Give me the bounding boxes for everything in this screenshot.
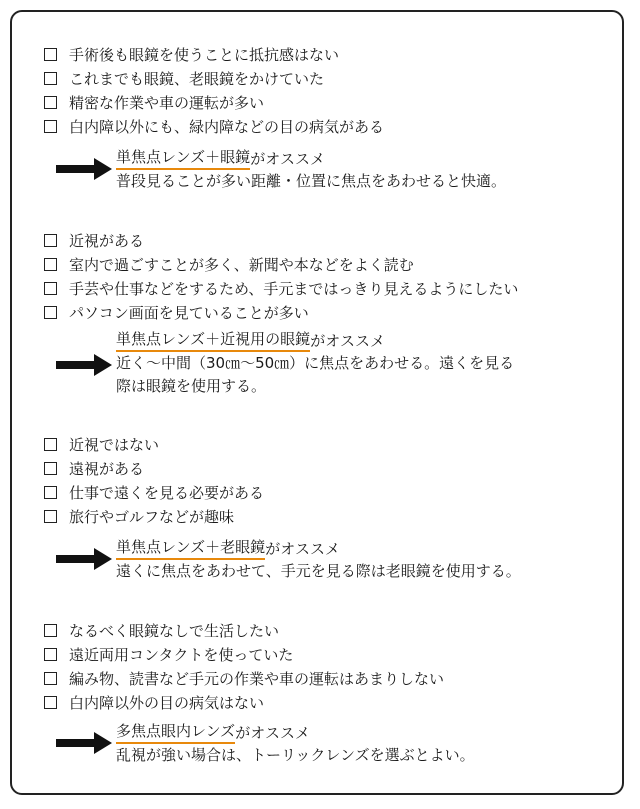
checklist-item-label: 手術後も眼鏡を使うことに抵抗感はない xyxy=(69,45,340,64)
checklist-item[interactable] xyxy=(44,690,614,714)
recommendation-highlight: 単焦点レンズ＋眼鏡 xyxy=(116,146,250,170)
checkbox[interactable] xyxy=(44,72,57,85)
recommendation-highlight: 多焦点眼内レンズ xyxy=(116,720,235,744)
checklist-item[interactable] xyxy=(44,456,614,480)
recommendation-suffix: がオススメ xyxy=(235,723,311,742)
checklist-item[interactable] xyxy=(44,252,614,276)
checklist-item[interactable] xyxy=(44,618,614,642)
arrow-right-icon xyxy=(56,158,112,180)
section-1 xyxy=(44,42,614,190)
checkbox[interactable] xyxy=(44,282,57,295)
recommendation-highlight: 単焦点レンズ＋老眼鏡 xyxy=(116,536,265,560)
checklist-item[interactable] xyxy=(44,300,614,324)
checkbox[interactable] xyxy=(44,120,57,133)
recommendation-highlight: 単焦点レンズ＋近視用の眼鏡 xyxy=(116,328,310,352)
checkbox[interactable] xyxy=(44,96,57,109)
recommendation-description: 際は眼鏡を使用する。 xyxy=(116,377,267,395)
checkbox[interactable] xyxy=(44,438,57,451)
checklist-item[interactable] xyxy=(44,276,614,300)
checklist-item-label: 白内障以外の目の病気はない xyxy=(69,693,265,712)
recommendation-suffix: がオススメ xyxy=(265,539,341,558)
recommendation-suffix: がオススメ xyxy=(250,149,326,168)
recommendation-description: 乱視が強い場合は、トーリックレンズを選ぶとよい。 xyxy=(116,746,475,764)
checklist-item-label: 仕事で遠くを見る必要がある xyxy=(69,483,265,502)
checklist-item-label: 編み物、読書など手元の作業や車の運転はあまりしない xyxy=(69,669,445,688)
checkbox[interactable] xyxy=(44,648,57,661)
recommendation-description: 遠くに焦点をあわせて、手元を見る際は老眼鏡を使用する。 xyxy=(116,562,521,580)
checkbox[interactable] xyxy=(44,234,57,247)
checkbox[interactable] xyxy=(44,48,57,61)
checklist-item-label: パソコン画面を見ていることが多い xyxy=(69,303,309,322)
checkbox[interactable] xyxy=(44,258,57,271)
section-2 xyxy=(44,228,614,395)
checklist-item-label: 遠視がある xyxy=(69,459,145,478)
checkbox[interactable] xyxy=(44,486,57,499)
recommendation-suffix: がオススメ xyxy=(310,331,386,350)
checklist-item-label: 室内で過ごすことが多く、新聞や本などをよく読む xyxy=(69,255,414,274)
checklist-item[interactable] xyxy=(44,42,614,66)
checkbox[interactable] xyxy=(44,672,57,685)
checklist-item[interactable] xyxy=(44,504,614,528)
checklist-item[interactable] xyxy=(44,480,614,504)
checklist-item[interactable] xyxy=(44,666,614,690)
checkbox[interactable] xyxy=(44,462,57,475)
arrow-right-icon xyxy=(56,354,112,376)
checklist-item-label: なるべく眼鏡なしで生活したい xyxy=(69,621,280,640)
checklist-item-label: 近視がある xyxy=(69,231,145,250)
checkbox[interactable] xyxy=(44,696,57,709)
checklist-item-label: 精密な作業や車の運転が多い xyxy=(69,93,265,112)
checklist-item[interactable] xyxy=(44,114,614,138)
section-3 xyxy=(44,432,614,580)
checklist-item-label: 近視ではない xyxy=(69,435,160,454)
recommendation-description: 近く～中間（30㎝～50㎝）に焦点をあわせる。遠くを見る xyxy=(116,354,515,372)
checklist-item[interactable] xyxy=(44,642,614,666)
checkbox[interactable] xyxy=(44,624,57,637)
checkbox[interactable] xyxy=(44,510,57,523)
checklist-item-label: 旅行やゴルフなどが趣味 xyxy=(69,507,235,526)
checklist-item-label: 遠近両用コンタクトを使っていた xyxy=(69,645,294,664)
checklist-item-label: 白内障以外にも、緑内障などの目の病気がある xyxy=(69,117,385,136)
arrow-right-icon xyxy=(56,548,112,570)
checklist-item-label: これまでも眼鏡、老眼鏡をかけていた xyxy=(69,69,325,88)
checklist-item[interactable] xyxy=(44,66,614,90)
recommendation-description: 普段見ることが多い距離・位置に焦点をあわせると快適。 xyxy=(116,172,507,190)
arrow-right-icon xyxy=(56,732,112,754)
section-4 xyxy=(44,618,614,764)
checkbox[interactable] xyxy=(44,306,57,319)
checklist-item[interactable] xyxy=(44,228,614,252)
checklist-item-label: 手芸や仕事などをするため、手元まではっきり見えるようにしたい xyxy=(69,279,519,298)
checklist-item[interactable] xyxy=(44,432,614,456)
checklist-item[interactable] xyxy=(44,90,614,114)
